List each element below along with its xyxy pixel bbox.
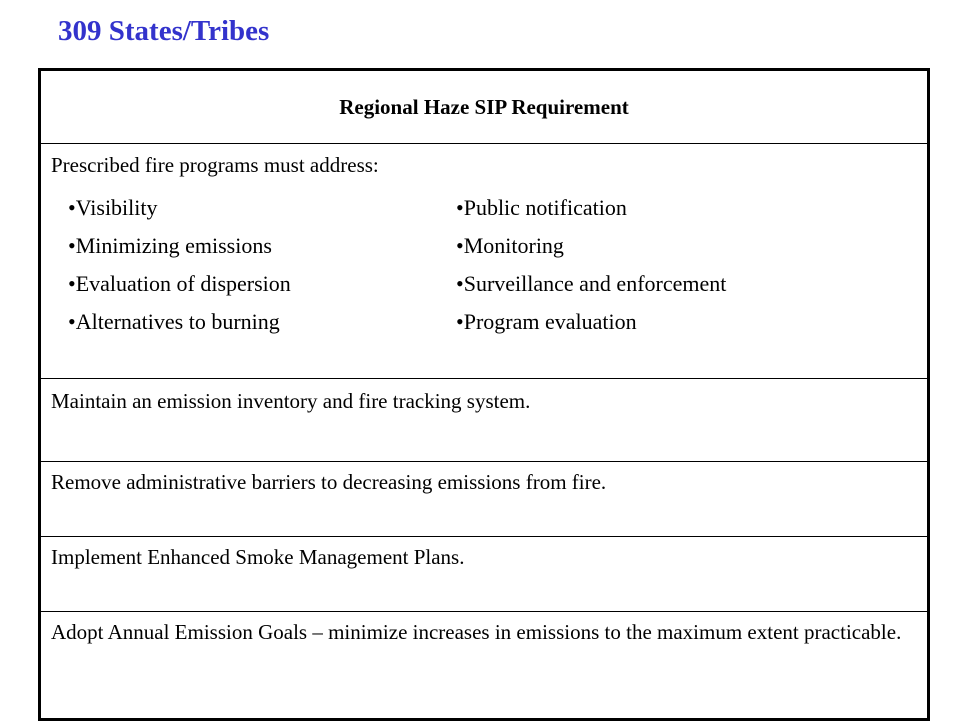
slide-title: 309 States/Tribes: [58, 15, 270, 47]
table-row: [40, 612, 929, 720]
table-row-fire-programs: [40, 144, 929, 379]
fire-programs-bullets: [68, 189, 917, 341]
list-item: • Surveillance and enforcement: [456, 265, 726, 303]
table-cell: Adopt Annual Emission Goals – minimize increases in emissions to the maximum extent practicable.: [40, 612, 929, 720]
list-item: • Public notification: [456, 189, 726, 227]
table-cell: Implement Enhanced Smoke Management Plans.: [40, 537, 929, 612]
bullet-list-left: [68, 189, 456, 341]
list-item: • Minimizing emissions: [68, 227, 456, 265]
table-row: [40, 462, 929, 537]
table-cell: Maintain an emission inventory and fire tracking system.: [40, 379, 929, 462]
table-header: Regional Haze SIP Requirement: [40, 70, 929, 144]
list-item: • Program evaluation: [456, 303, 726, 341]
bullet-list-right: [456, 189, 726, 341]
table-row: [40, 379, 929, 462]
list-item: • Alternatives to burning: [68, 303, 456, 341]
fire-programs-cell: [40, 144, 929, 379]
list-item: • Visibility: [68, 189, 456, 227]
list-item: • Monitoring: [456, 227, 726, 265]
fire-programs-intro: Prescribed fire programs must address:: [51, 153, 379, 177]
requirements-table: [38, 68, 930, 721]
list-item: • Evaluation of dispersion: [68, 265, 456, 303]
table-cell: Remove administrative barriers to decreasing emissions from fire.: [40, 462, 929, 537]
table-header-row: [40, 70, 929, 144]
table-row: [40, 537, 929, 612]
